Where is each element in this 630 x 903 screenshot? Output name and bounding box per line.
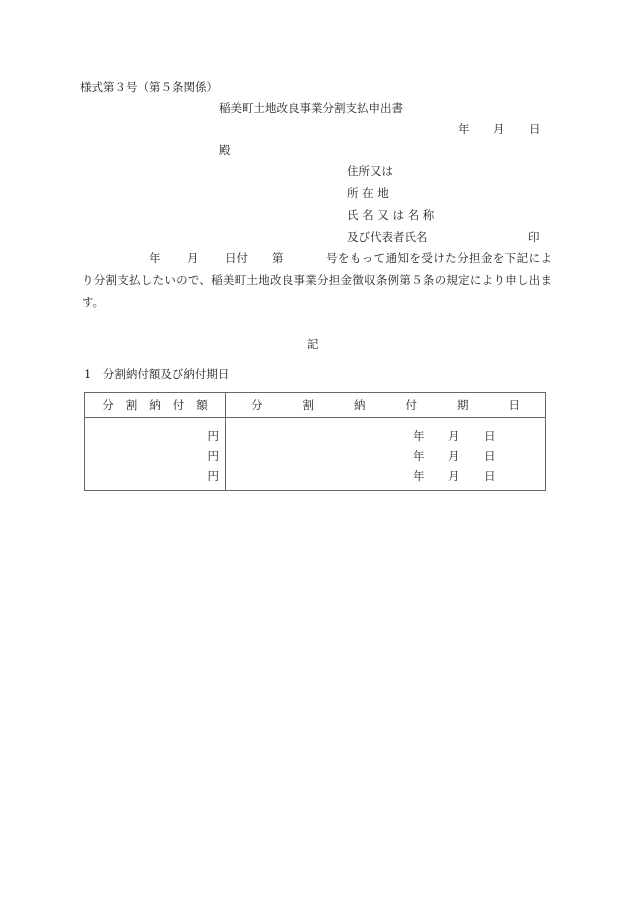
header-char: 分	[251, 398, 263, 412]
form-number: 様式第３号（第５条関係）	[80, 80, 218, 94]
document-title: 稲美町土地改良事業分割支払申出書	[219, 101, 403, 115]
year-label: 年	[413, 449, 425, 463]
amount-row-1[interactable]	[85, 426, 225, 446]
due-date-row-2[interactable]	[226, 446, 545, 466]
yen-unit: 円	[207, 429, 219, 443]
header-char: 納	[149, 398, 161, 412]
location-label: 所 在 地	[347, 186, 389, 200]
installment-table	[84, 392, 546, 491]
seal-mark: 印	[528, 230, 540, 244]
due-date-row-1[interactable]	[226, 426, 545, 446]
table-header-row	[85, 393, 546, 418]
amount-row-2[interactable]	[85, 446, 225, 466]
day-label: 日	[484, 469, 496, 483]
body-year: 年	[149, 251, 161, 265]
yen-unit: 円	[207, 449, 219, 463]
header-char: 額	[196, 398, 208, 412]
year-label: 年	[413, 469, 425, 483]
section-1-heading: 1 分割納付額及び納付期日	[84, 367, 230, 381]
header-installment-due-date	[226, 393, 546, 418]
addressee-suffix: 殿	[219, 143, 231, 157]
body-number-prefix: 第	[272, 251, 284, 265]
header-char: 割	[302, 398, 314, 412]
body-text: 号をもって通知を受けた分担金を下記により分割支払したいので、稲美町土地改良事業分担金徴収条例第５条の規定により申し出ます。	[82, 251, 552, 309]
header-char: 分	[102, 398, 114, 412]
due-date-row-3[interactable]	[226, 466, 545, 486]
table-body-row	[85, 418, 546, 491]
header-char: 期	[457, 398, 469, 412]
body-day-suffix: 日付	[225, 251, 248, 265]
due-date-cell[interactable]	[226, 418, 546, 491]
representative-label: 及び代表者氏名	[347, 230, 428, 244]
header-char: 付	[405, 398, 417, 412]
amount-cell[interactable]	[85, 418, 226, 491]
header-char: 割	[125, 398, 138, 412]
year-label: 年	[413, 429, 425, 443]
name-label: 氏 名 又 は 名 称	[347, 208, 435, 222]
body-month: 月	[187, 251, 199, 265]
header-char: 納	[354, 398, 366, 412]
address-label: 住所又は	[347, 164, 393, 178]
note-heading: 記	[307, 337, 319, 351]
date-year-label: 年	[458, 122, 470, 136]
day-label: 日	[484, 449, 496, 463]
header-installment-amount	[85, 393, 226, 418]
month-label: 月	[448, 449, 460, 463]
month-label: 月	[448, 429, 460, 443]
month-label: 月	[448, 469, 460, 483]
header-char: 日	[508, 398, 520, 412]
date-day-label: 日	[529, 122, 541, 136]
yen-unit: 円	[207, 469, 219, 483]
header-char: 付	[172, 398, 185, 412]
amount-row-3[interactable]	[85, 466, 225, 486]
date-month-label: 月	[493, 122, 505, 136]
day-label: 日	[484, 429, 496, 443]
